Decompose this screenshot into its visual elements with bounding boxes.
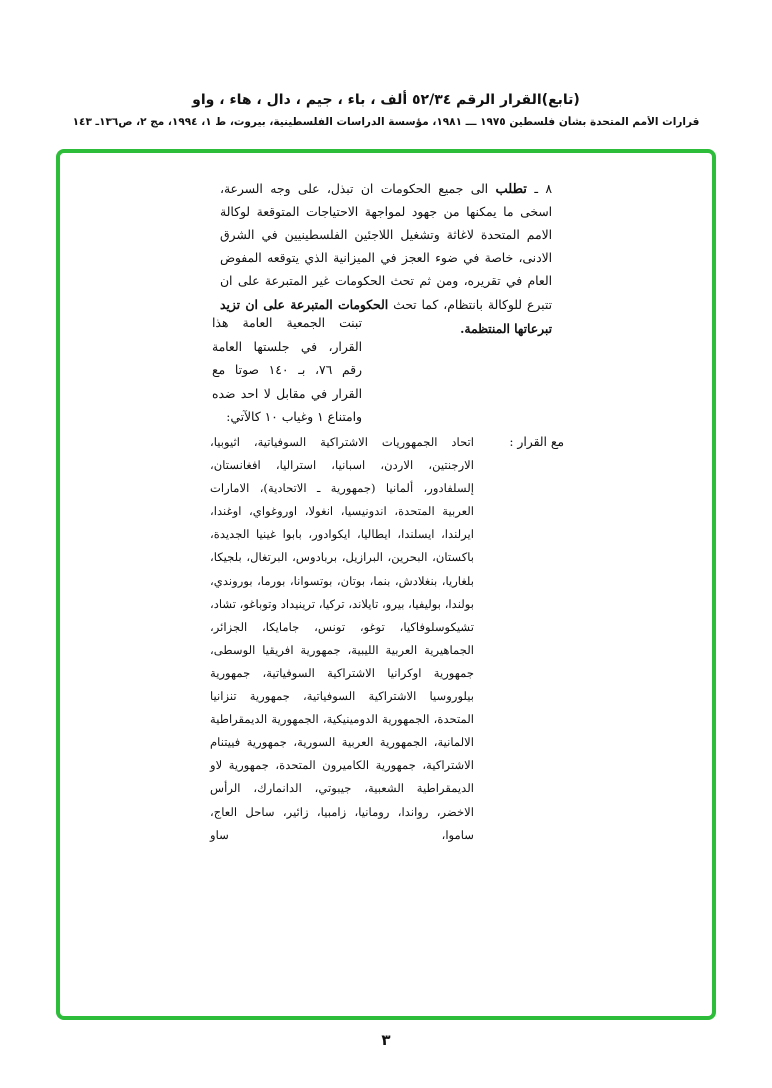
document-source-citation: قرارات الأمم المتحدة بشأن فلسطين ١٩٧٥ ـــ ١٩٨١، مؤسسة الدراسات الفلسطينية، بيروت، ط ١، ١٩٩٤، مج ٢، ص١٣٦ـ ١٤٣ — [72, 116, 700, 128]
document-header-title: (تابع)القرار الرقم ٥٢/٣٤ ألف ، باء ، جيم ، دال ، هاء ، واو — [192, 92, 580, 108]
clause-number: ٨ ـ — [534, 182, 552, 196]
clause-lead-verb: تطلب — [495, 182, 527, 197]
adoption-statement: تبنت الجمعية العامة هذا القرار، في جلستها العامة رقم ٧٦، بـ ١٤٠ صوتا مع القرار في مقابل لا احد ضده وامتناع ١ وغياب ١٠ كالآتي: — [212, 316, 362, 424]
page-number: ٣ — [381, 1031, 391, 1049]
clause-body: الى جميع الحكومات ان تبذل، على وجه السرعة، اسخى ما يمكنها من جهود لمواجهة الاحتياجات المتوقعة لوكالة الامم المتحدة لاغاثة وتشغيل اللاجئين الفلسطينيين في الشرق الادنى، خاصة في ضوء العجز في الميزانية الذي يتوقعه المفوض العام في تقريره، ومن ثم تحث الحكومات غير المتبرعة على ان تتبرع للوكالة بانتظام، كما تحث — [220, 182, 552, 312]
votes-in-favour-label: مع القرار : — [509, 435, 564, 449]
clause-tail: الحكومات المتبرعة على ان تزيد تبرعاتها المنتظمة. — [220, 297, 552, 336]
votes-in-favour-list: اتحاد الجمهوريات الاشتراكية السوفياتية، اثيوبيا، الارجنتين، الاردن، اسبانيا، استراليا، افغانستان، إلسلفادور، ألمانيا (جمهورية ـ الاتحادية)، الامارات العربية المتحدة، اندونيسيا، انغولا، اوروغواي، اوغندا، ايرلندا، ايسلندا، ايطاليا، ايكوادور، بابوا غينيا الجديدة، باكستان، البحرين، البرازيل، بربادوس، البرتغال، بلجيكا، بلغاريا، بنغلادش، بنما، بوتان، بوتسوانا، بورما، بوروندي، بولندا، بوليفيا، بيرو، تايلاند، تركيا، ترينيداد وتوباغو، تشاد، تشيكوسلوفاكيا، توغو، تونس، جامايكا، الجزائر، الجماهيرية العربية الليبية، جمهورية افريقيا الوسطى، جمهورية اوكرانيا الاشتراكية السوفياتية، جمهورية بيلوروسيا الاشتراكية السوفياتية، جمهورية تنزانيا المتحدة، الجمهورية الدومينيكية، الجمهورية الديمقراطية الالمانية، الجمهورية العربية السورية، جمهورية فييتنام الاشتراكية، جمهورية الكاميرون المتحدة، جمهورية لاو الديمقراطية الشعبية، جيبوتي، الدانمارك، الرأس الاخضر، رواندا، رومانيا، زامبيا، زائير، ساحل العاج، ساموا، ساو — [209, 435, 474, 842]
